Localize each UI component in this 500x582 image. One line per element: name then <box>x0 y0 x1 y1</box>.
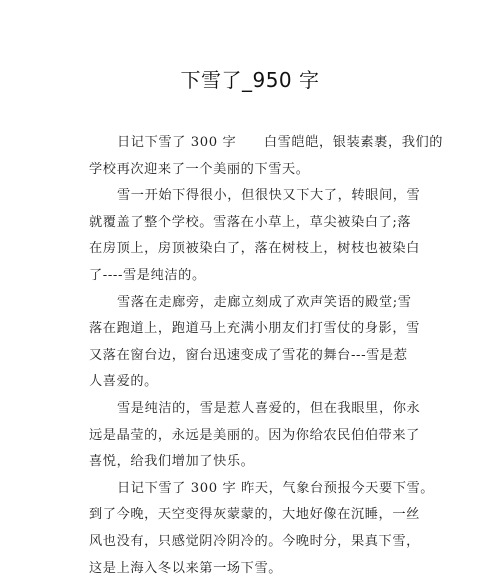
paragraph-line: 雪是纯洁的，雪是惹人喜爱的，但在我眼里，你永 <box>89 396 419 423</box>
paragraph-line: 日记下雪了 300 字 昨天，气象台预报今天要下雪。 <box>89 476 419 503</box>
paragraph-line: 日记下雪了 300 字 白雪皑皑，银装素裹，我们的 <box>89 130 419 157</box>
document-body <box>89 130 419 582</box>
paragraph-line: 了----雪是纯洁的。 <box>89 263 419 290</box>
page-title: 下雪了_950 字 <box>0 68 500 92</box>
paragraph-line: 远是晶莹的，永远是美丽的。因为你给农民伯伯带来了 <box>89 423 419 450</box>
paragraph-line: 雪落在走廊旁，走廊立刻成了欢声笑语的殿堂;雪 <box>89 290 419 317</box>
paragraph-line: 在房顶上，房顶被染白了，落在树枝上，树枝也被染白 <box>89 236 419 263</box>
paragraph-line: 喜悦，给我们增加了快乐。 <box>89 449 419 476</box>
paragraph-line: 就覆盖了整个学校。雪落在小草上，草尖被染白了;落 <box>89 210 419 237</box>
paragraph-line: 学校再次迎来了一个美丽的下雪天。 <box>89 157 419 184</box>
paragraph-line: 雪一开始下得很小，但很快又下大了，转眼间，雪 <box>89 183 419 210</box>
paragraph-line: 又落在窗台边，窗台迅速变成了雪花的舞台---雪是惹 <box>89 343 419 370</box>
paragraph-line: 落在跑道上，跑道马上充满小朋友们打雪仗的身影，雪 <box>89 316 419 343</box>
paragraph-line: 风也没有，只感觉阴冷阴冷的。今晚时分，果真下雪， <box>89 529 419 556</box>
paragraph-line: 人喜爱的。 <box>89 369 419 396</box>
paragraph-line: 到了今晚，天空变得灰蒙蒙的，大地好像在沉睡，一丝 <box>89 502 419 529</box>
paragraph-line: 这是上海入冬以来第一场下雪。 <box>89 556 419 582</box>
